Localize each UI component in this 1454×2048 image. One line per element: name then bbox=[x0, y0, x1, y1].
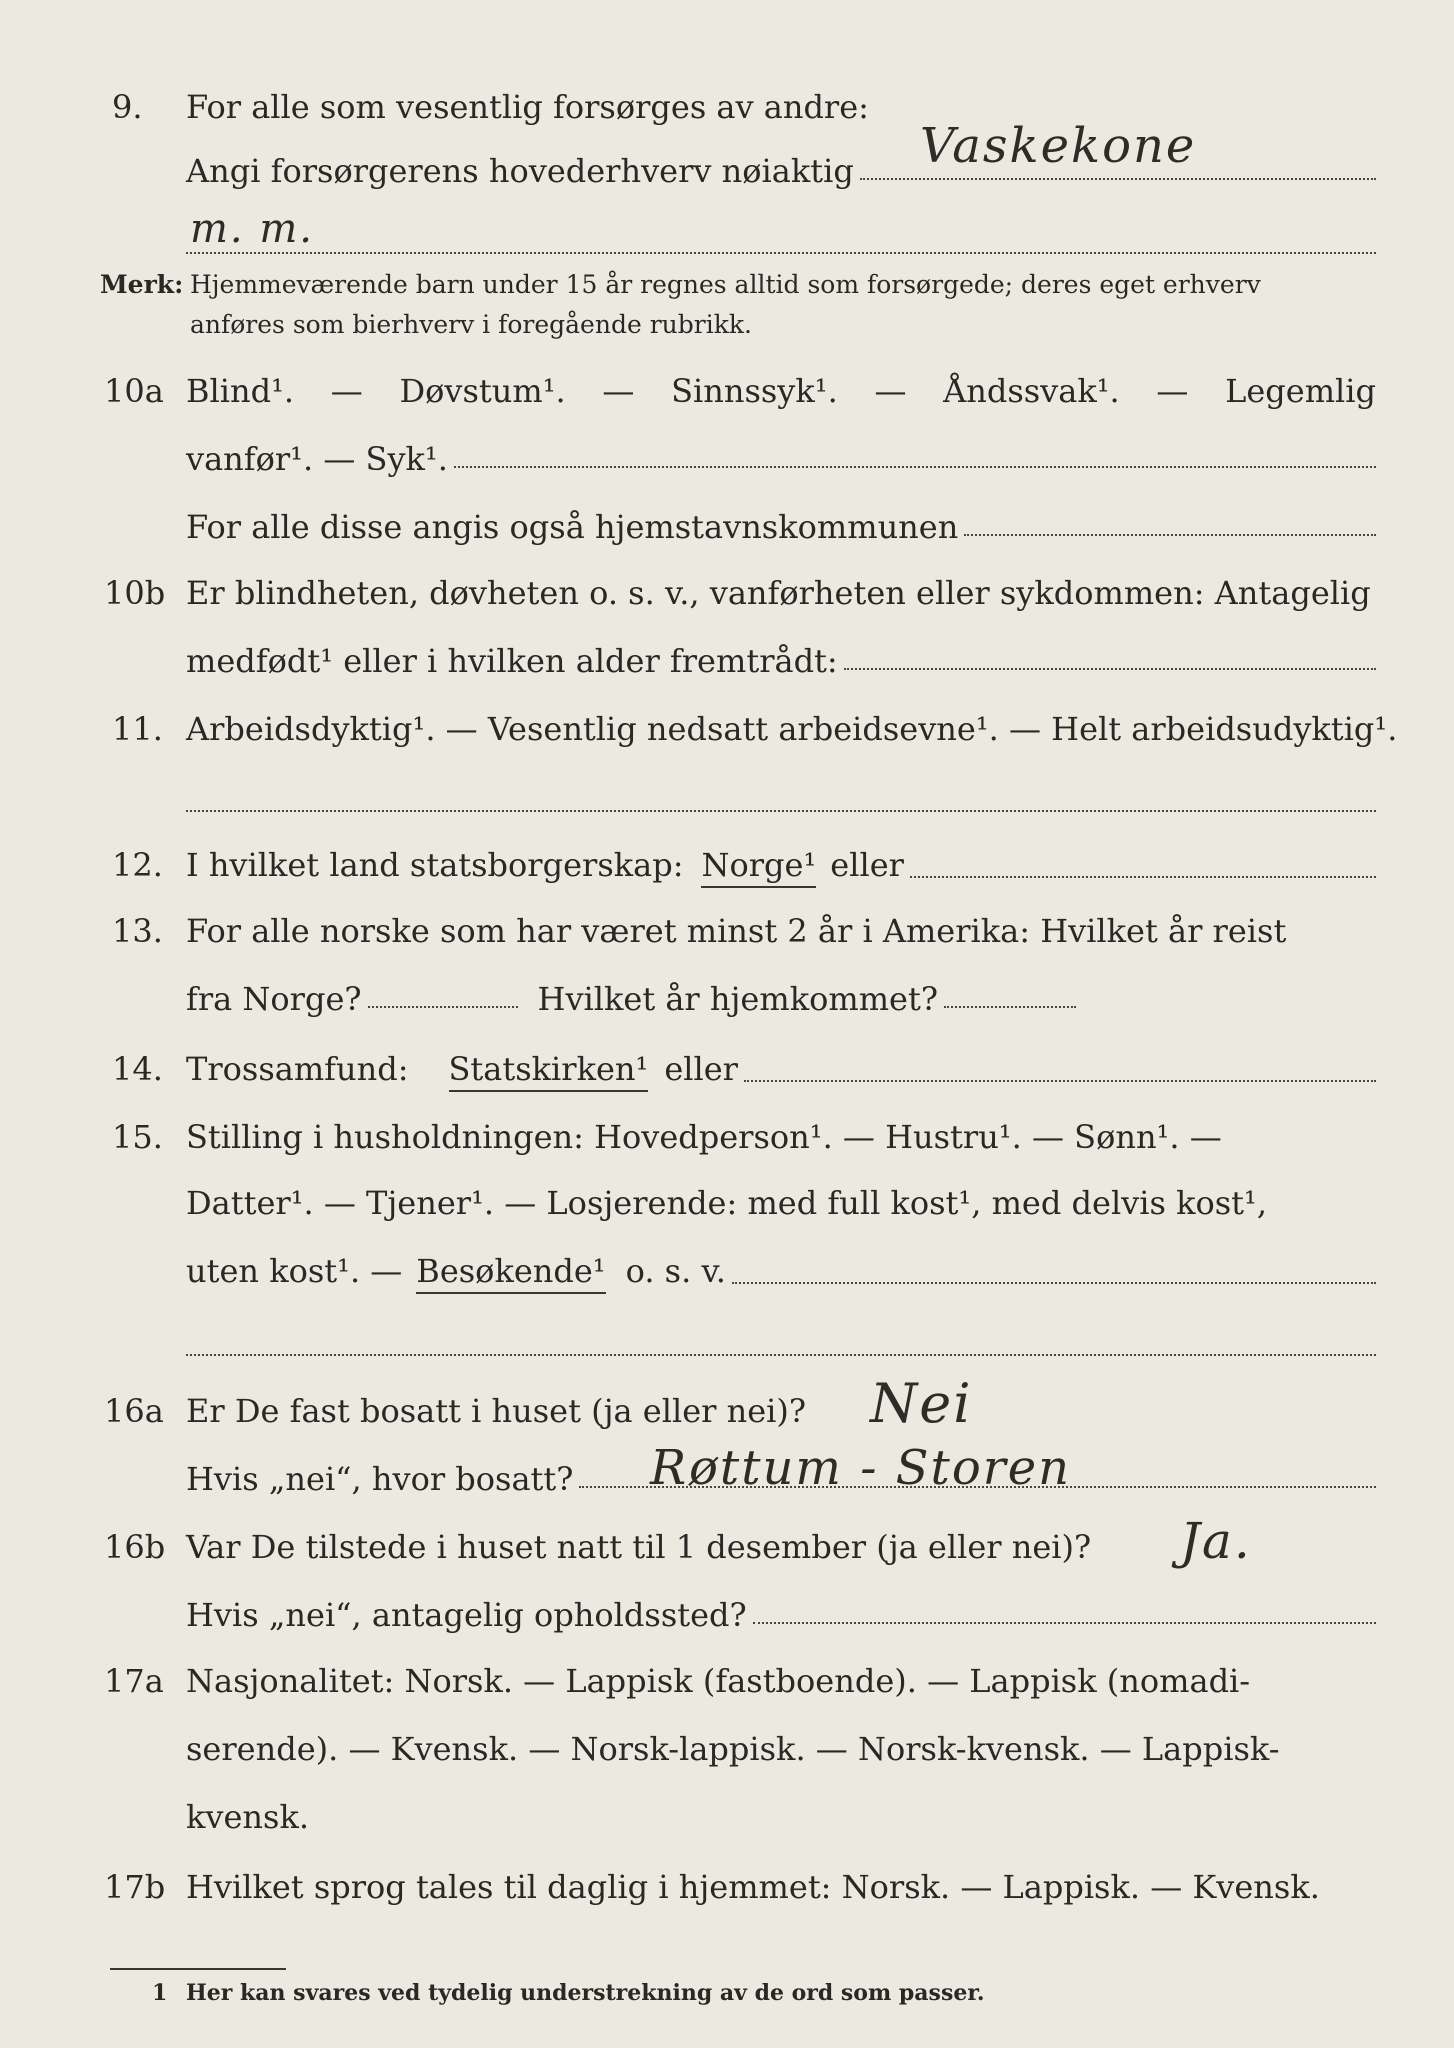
q15-answer-line2[interactable] bbox=[186, 1354, 1376, 1356]
q11-text1: Arbeidsdyktig¹. — Vesentlig nedsatt arbeidsevne¹. — Helt arbeidsudyktig¹. bbox=[186, 710, 1398, 748]
q13-number: 13. bbox=[112, 912, 163, 950]
q14-statskirken-underlined[interactable]: Statskirken¹ bbox=[449, 1050, 649, 1092]
dash: — bbox=[874, 372, 907, 410]
merk-text2: anføres som bierhverv i foregående rubrikk. bbox=[190, 310, 752, 339]
q10b-text1: Er blindheten, døvheten o. s. v., vanførheten eller sykdommen: Antagelig bbox=[186, 574, 1371, 612]
q16b-number: 16b bbox=[104, 1528, 166, 1566]
q9-text2: Angi forsørgerens hovederhverv nøiaktig bbox=[186, 152, 854, 190]
q13-text2b: Hvilket år hjemkommet? bbox=[537, 980, 938, 1018]
q17a-text1: Nasjonalitet: Norsk. — Lappisk (fastboende). — Lappisk (nomadi- bbox=[186, 1662, 1251, 1700]
q11-number: 11. bbox=[112, 710, 163, 748]
q14-number: 14. bbox=[112, 1050, 163, 1088]
q17a-number: 17a bbox=[104, 1662, 164, 1700]
q10a-hjemstavn-line[interactable] bbox=[964, 534, 1376, 536]
option-andssvak[interactable]: Åndssvak¹. bbox=[943, 372, 1120, 410]
q15-text3a: uten kost¹. — bbox=[186, 1252, 403, 1290]
q16a-number: 16a bbox=[104, 1392, 164, 1430]
footnote-rule bbox=[110, 1968, 286, 1970]
dash: — bbox=[1156, 372, 1189, 410]
q14-answer-line[interactable] bbox=[744, 1080, 1376, 1082]
q10a-text3: For alle disse angis også hjemstavnskommunen bbox=[186, 508, 959, 546]
option-legemlig[interactable]: Legemlig bbox=[1225, 372, 1376, 410]
q10a-text2: vanfør¹. — Syk¹. bbox=[186, 440, 448, 478]
footnote-text: Her kan svares ved tydelig understrekning av de ord som passer. bbox=[186, 1980, 985, 2006]
q16b-text2: Hvis „nei“, antagelig opholdssted? bbox=[186, 1596, 747, 1634]
q10b-text2: medfødt¹ eller i hvilken alder fremtrådt: bbox=[186, 642, 838, 680]
q17a-text3: kvensk. bbox=[186, 1798, 309, 1836]
q16b-text1: Var De tilstede i huset natt til 1 desember (ja eller nei)? bbox=[186, 1528, 1092, 1566]
q15-text2: Datter¹. — Tjener¹. — Losjerende: med full kost¹, med delvis kost¹, bbox=[186, 1184, 1268, 1222]
footnote-mark: 1 bbox=[152, 1980, 168, 2006]
q16b-answer-line[interactable] bbox=[753, 1622, 1376, 1624]
q14-prefix: Trossamfund: bbox=[186, 1050, 409, 1088]
q16a-text1: Er De fast bosatt i huset (ja eller nei)? bbox=[186, 1392, 807, 1430]
q10b-answer-line[interactable] bbox=[844, 668, 1376, 670]
q9-handwritten-answer: Vaskekone bbox=[920, 118, 1197, 174]
option-sinnssyk[interactable]: Sinnssyk¹. bbox=[671, 372, 838, 410]
q17a-text2: serende). — Kvensk. — Norsk-lappisk. — Norsk-kvensk. — Lappisk- bbox=[186, 1730, 1280, 1768]
q12-prefix: I hvilket land statsborgerskap: bbox=[186, 846, 684, 884]
q10a-answer-line[interactable] bbox=[454, 466, 1376, 468]
q12-norge-underlined[interactable]: Norge¹ bbox=[701, 846, 816, 888]
q13-text1: For alle norske som har været minst 2 år i Amerika: Hvilket år reist bbox=[186, 912, 1287, 950]
q17b-number: 17b bbox=[104, 1868, 166, 1906]
q12-answer-line[interactable] bbox=[910, 876, 1376, 878]
q10b-number: 10b bbox=[104, 574, 166, 612]
merk-text1: Hjemmeværende barn under 15 år regnes alltid som forsørgede; deres eget erhverv bbox=[190, 270, 1261, 299]
q9-answer-line2[interactable] bbox=[186, 252, 1376, 254]
q13-text2a: fra Norge? bbox=[186, 980, 362, 1018]
q12-suffix: eller bbox=[830, 846, 904, 884]
dash: — bbox=[330, 372, 363, 410]
q13-reist-line[interactable] bbox=[368, 1006, 518, 1008]
q16a-text2: Hvis „nei“, hvor bosatt? bbox=[186, 1460, 574, 1498]
q15-answer-line[interactable] bbox=[732, 1282, 1376, 1284]
q9-text1: For alle som vesentlig forsørges av andre: bbox=[186, 88, 869, 126]
q15-number: 15. bbox=[112, 1118, 163, 1156]
q9-number: 9. bbox=[112, 88, 143, 126]
q16a-handwritten-answer2: Røttum - Storen bbox=[650, 1440, 1072, 1496]
q9-handwritten-answer2: m. m. bbox=[190, 206, 315, 252]
option-dovstum[interactable]: Døvstum¹. bbox=[399, 372, 566, 410]
q15-text1: Stilling i husholdningen: Hovedperson¹. — Hustru¹. — Sønn¹. — bbox=[186, 1118, 1222, 1156]
q16b-handwritten-answer1: Ja. bbox=[1180, 1512, 1252, 1570]
q13-hjemkommet-line[interactable] bbox=[944, 1006, 1076, 1008]
q14-suffix: eller bbox=[664, 1050, 738, 1088]
q10a-options bbox=[186, 372, 1376, 410]
dash: — bbox=[602, 372, 635, 410]
q15-text3b: o. s. v. bbox=[625, 1252, 726, 1290]
option-blind[interactable]: Blind¹. bbox=[186, 372, 295, 410]
q17b-text1: Hvilket sprog tales til daglig i hjemmet: Norsk. — Lappisk. — Kvensk. bbox=[186, 1868, 1320, 1906]
q10a-number: 10a bbox=[104, 372, 164, 410]
q16a-handwritten-answer1: Nei bbox=[870, 1372, 973, 1435]
merk-label: Merk: bbox=[100, 270, 184, 299]
q15-besokende-underlined[interactable]: Besøkende¹ bbox=[416, 1252, 605, 1294]
q11-answer-line[interactable] bbox=[186, 810, 1376, 812]
q12-number: 12. bbox=[112, 846, 163, 884]
q9-answer-line[interactable] bbox=[860, 178, 1376, 180]
